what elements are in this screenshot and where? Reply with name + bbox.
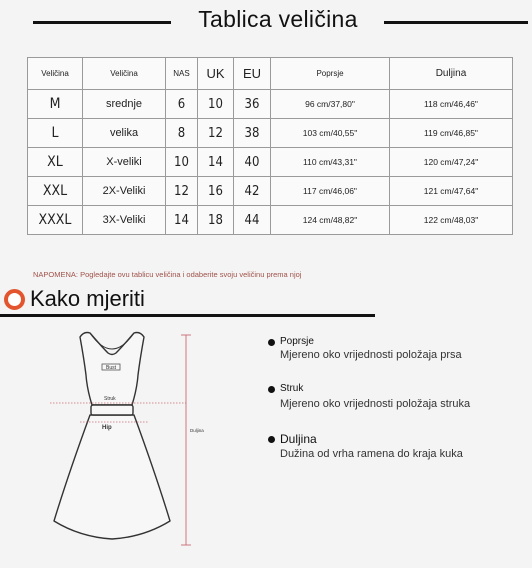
cell-name: 3X-Veliki: [83, 206, 166, 235]
dress-skirt: [54, 415, 170, 539]
cell-nas: 14: [166, 206, 198, 235]
cell-nas: 6: [166, 90, 198, 119]
table-row: [28, 119, 513, 148]
legend-waist-desc: Mjereno oko vrijednosti položaja struka: [280, 398, 471, 410]
cell-nas: 10: [166, 148, 198, 177]
cell-eu: 44: [234, 206, 271, 235]
cell-bust: 110 cm/43,31": [271, 148, 390, 177]
cell-length: 121 cm/47,64": [390, 177, 513, 206]
size-note: NAPOMENA: Pogledajte ovu tablicu veličina i odaberite svoju veličinu prema njoj: [33, 270, 302, 279]
cell-size: XL: [28, 148, 83, 177]
page-title: Tablica veličina: [198, 6, 358, 32]
legend-bust-desc: Mjereno oko vrijednosti položaja prsa: [280, 349, 462, 361]
header-eu: EU: [234, 58, 271, 90]
header-name: Veličina: [83, 58, 166, 90]
header-nas: NAS: [166, 58, 198, 90]
cell-size: XXXL: [28, 206, 83, 235]
dress-belt: [91, 405, 133, 415]
table-row: [28, 148, 513, 177]
size-table: [27, 57, 513, 235]
title-rule-right: [384, 21, 528, 24]
cell-eu: 38: [234, 119, 271, 148]
cell-length: 119 cm/46,85": [390, 119, 513, 148]
cell-size: M: [28, 90, 83, 119]
bullet-icon: [268, 386, 275, 393]
legend-length-label: Duljina: [280, 432, 317, 446]
cell-uk: 10: [198, 90, 234, 119]
cell-bust: 103 cm/40,55": [271, 119, 390, 148]
cell-uk: 12: [198, 119, 234, 148]
cell-bust: 96 cm/37,80": [271, 90, 390, 119]
header-uk: UK: [198, 58, 234, 90]
header-bust: Poprsje: [271, 58, 390, 90]
section-heading: [4, 286, 524, 314]
table-header-row: [28, 58, 513, 90]
cell-bust: 117 cm/46,06": [271, 177, 390, 206]
cell-name: X-veliki: [83, 148, 166, 177]
title-rule-left: [33, 21, 171, 24]
cell-length: 118 cm/46,46": [390, 90, 513, 119]
section-rule: [0, 314, 375, 317]
cell-nas: 8: [166, 119, 198, 148]
table-row: [28, 177, 513, 206]
table-row: [28, 206, 513, 235]
cell-eu: 40: [234, 148, 271, 177]
dress-diagram: [40, 325, 240, 555]
cell-size: XXL: [28, 177, 83, 206]
cell-eu: 42: [234, 177, 271, 206]
legend-waist-label: Struk: [280, 383, 304, 394]
legend-length-desc: Dužina od vrha ramena do kraja kuka: [280, 448, 463, 460]
cell-eu: 36: [234, 90, 271, 119]
header-size: Veličina: [28, 58, 83, 90]
legend-bust-label: Poprsje: [280, 336, 314, 347]
cell-uk: 16: [198, 177, 234, 206]
hip-label: Hip: [102, 425, 112, 431]
bust-tag-label: Bust: [105, 365, 117, 371]
cell-uk: 14: [198, 148, 234, 177]
cell-length: 122 cm/48,03": [390, 206, 513, 235]
cell-name: 2X-Veliki: [83, 177, 166, 206]
cell-name: velika: [83, 119, 166, 148]
cell-length: 120 cm/47,24": [390, 148, 513, 177]
waist-label: Struk: [104, 396, 116, 402]
table-row: [28, 90, 513, 119]
title-bar: [0, 4, 532, 36]
bullet-icon: [268, 436, 275, 443]
bullet-icon: [268, 339, 275, 346]
cell-name: srednje: [83, 90, 166, 119]
ring-bullet-icon: [4, 289, 25, 310]
cell-bust: 124 cm/48,82": [271, 206, 390, 235]
length-label: Duljina: [190, 428, 204, 433]
cell-nas: 12: [166, 177, 198, 206]
cell-uk: 18: [198, 206, 234, 235]
cell-size: L: [28, 119, 83, 148]
header-length: Duljina: [390, 58, 513, 90]
section-title: Kako mjeriti: [30, 286, 145, 311]
